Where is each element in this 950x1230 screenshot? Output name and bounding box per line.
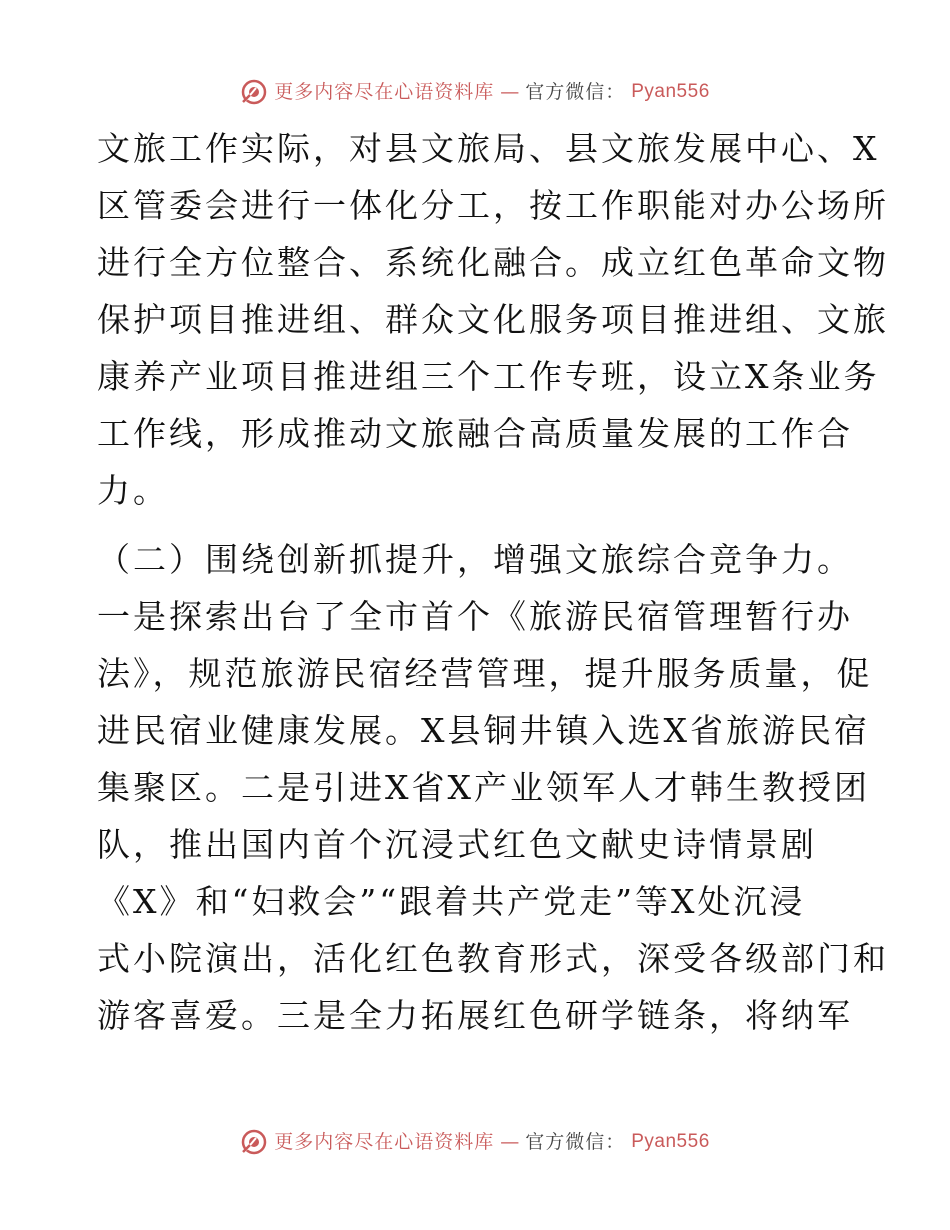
section-heading: （二）围绕创新抓提升，增强文旅综合竞争力。 [97, 540, 853, 579]
text-line: 进行全方位整合、系统化融合。成立红色革命文物 [97, 243, 889, 282]
watermark-label: 官方微信： [525, 1131, 626, 1153]
text-line: 集聚区。二是引进X省X产业领军人才韩生教授团 [97, 768, 870, 807]
document-body [97, 120, 889, 1044]
text-line: 区管委会进行一体化分工，按工作职能对办公场所 [97, 186, 889, 225]
text-line: 力。 [97, 471, 169, 510]
footer-watermark [0, 1128, 950, 1156]
header-watermark [0, 78, 950, 106]
watermark-wechat-id: Pyan556 [631, 1131, 710, 1152]
paragraph-1 [97, 120, 889, 519]
text-line: 游客喜爱。三是全力拓展红色研学链条，将纳军 [97, 996, 853, 1035]
text-line: 法》，规范旅游民宿经营管理，提升服务质量，促 [97, 654, 873, 693]
text-line: 工作线，形成推动文旅融合高质量发展的工作合 [97, 414, 853, 453]
watermark-label: 官方微信： [525, 81, 626, 103]
watermark-wechat-id: Pyan556 [631, 81, 710, 102]
text-line: 进民宿业健康发展。X县铜井镇入选X省旅游民宿 [97, 711, 870, 750]
watermark-title: 更多内容尽在心语资料库 [274, 1131, 495, 1153]
logo-icon [240, 1128, 268, 1156]
text-line: 《X》和“妇救会”“跟着共产党走”等X处沉浸 [97, 882, 806, 921]
text-line: 一是探索出台了全市首个《旅游民宿管理暂行办 [97, 597, 853, 636]
text-line: 队，推出国内首个沉浸式红色文献史诗情景剧 [97, 825, 817, 864]
watermark-title: 更多内容尽在心语资料库 [274, 81, 495, 103]
text-line: 康养产业项目推进组三个工作专班，设立X条业务 [97, 357, 880, 396]
paragraph-2 [97, 531, 889, 1044]
logo-icon [240, 78, 268, 106]
text-line: 式小院演出，活化红色教育形式，深受各级部门和 [97, 939, 889, 978]
watermark-dash: — [500, 1131, 520, 1153]
text-line: 文旅工作实际，对县文旅局、县文旅发展中心、X [97, 129, 880, 168]
text-line: 保护项目推进组、群众文化服务项目推进组、文旅 [97, 300, 889, 339]
watermark-dash: — [500, 81, 520, 103]
